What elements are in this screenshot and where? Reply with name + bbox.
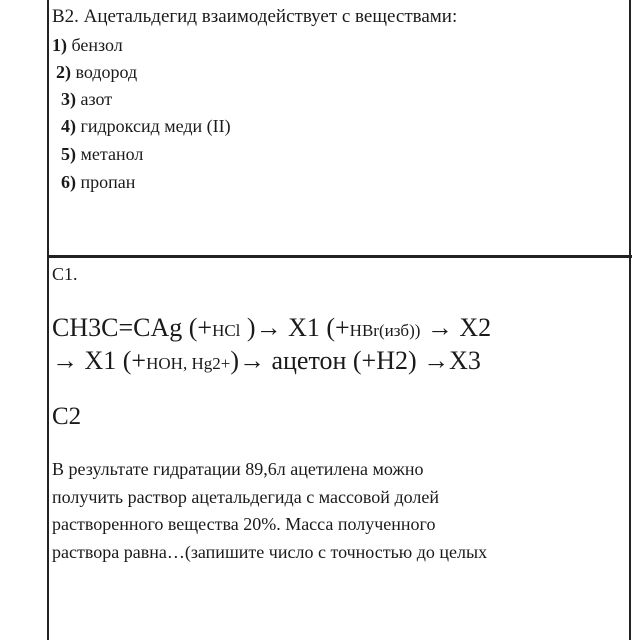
text-line: получить раствор ацетальдегида с массовой долей — [52, 486, 439, 507]
option-4 — [61, 116, 231, 137]
option-number: 4) — [61, 116, 76, 136]
option-text: пропан — [80, 172, 136, 192]
question-c1-label: С1. — [52, 264, 78, 284]
option-1 — [52, 35, 123, 56]
reaction-chain-line-1 — [52, 313, 491, 343]
option-6 — [61, 172, 135, 193]
text-line: раствора равна…(запишите число с точностью до целых — [52, 541, 488, 562]
reaction-chain-line-2 — [52, 346, 481, 376]
text-line: В результате гидратации 89,6л ацетилена можно — [52, 459, 424, 479]
option-text: бензол — [71, 35, 123, 55]
option-text: гидроксид меди (II) — [80, 116, 231, 136]
option-2 — [56, 62, 137, 83]
option-number: 5) — [61, 144, 76, 164]
question-b2-title: В2. Ацетальдегид взаимодействует с веществами: — [52, 6, 458, 27]
question-c2-label: С2 — [52, 403, 82, 430]
table-left-border — [47, 0, 49, 640]
eq-part: )→ X1 (+ — [240, 313, 350, 342]
option-text: метанол — [80, 144, 144, 164]
eq-part: )→ ацетон (+H2) →X3 — [230, 346, 481, 375]
eq-reagent: HBr(изб)) — [349, 321, 421, 340]
eq-part: → X2 — [420, 313, 492, 342]
option-number: 1) — [52, 35, 67, 55]
option-3 — [61, 89, 112, 110]
table-column-divider — [629, 0, 631, 640]
eq-reagent: HCl — [212, 321, 241, 340]
text-line: растворенного вещества 20%. Масса полученного — [52, 514, 436, 534]
option-number: 6) — [61, 172, 76, 192]
option-number: 2) — [56, 62, 71, 82]
option-number: 3) — [61, 89, 76, 109]
option-text: водород — [75, 62, 138, 82]
eq-part: CH3C=CAg (+ — [52, 313, 213, 342]
option-5 — [61, 144, 143, 165]
option-text: азот — [80, 89, 113, 109]
eq-part: → X1 (+ — [52, 346, 147, 375]
table-row-divider — [48, 255, 632, 258]
question-c2-text — [52, 456, 487, 566]
eq-reagent: HOH, Hg2+ — [146, 354, 231, 373]
